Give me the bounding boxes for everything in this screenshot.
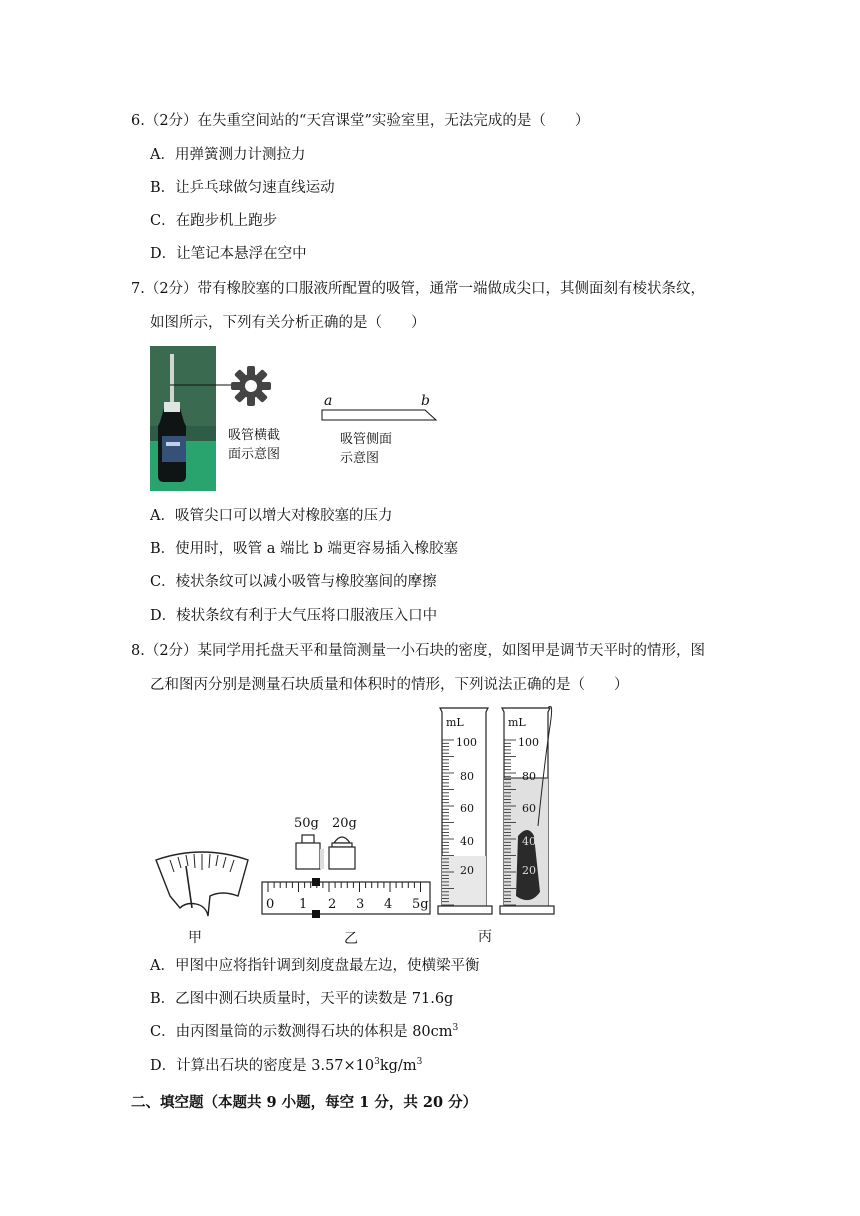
rider-tick-2: 2 (328, 897, 337, 912)
q8-label-jia: 甲 (188, 930, 202, 946)
section2-heading: 二、填空题（本题共 9 小题，每空 1 分，共 20 分） (131, 1094, 478, 1111)
q8-cylinder-unit-right: mL (508, 716, 526, 729)
cyl-tick-20: 20 (460, 864, 474, 877)
q7-cross-label-1: 吸管横截 (228, 428, 281, 443)
q7-side-label-1: 吸管侧面 (340, 432, 393, 447)
cyl-tick-r-20: 20 (522, 864, 536, 877)
q7-stem-line1: 7.（2分）带有橡胶塞的口服液所配置的吸管，通常一端做成尖口，其侧面刻有棱状条纹， (131, 281, 706, 297)
q7-option-c: C．棱状条纹可以减小吸管与橡胶塞间的摩擦 (150, 574, 437, 590)
cyl-tick-r-40: 40 (522, 835, 536, 848)
q8-label-bing: 丙 (478, 929, 492, 945)
q8-label-yi: 乙 (344, 931, 358, 947)
q8-option-b: B．乙图中测石块质量时，天平的读数是 71.6g (150, 991, 454, 1007)
q7-bottle-photo (150, 346, 216, 491)
cyl-tick-80: 80 (460, 770, 474, 783)
q7-option-d: D．棱状条纹有利于大气压将口服液压入口中 (150, 608, 438, 624)
q8-weights-icon (292, 833, 362, 875)
cyl-tick-r-60: 60 (522, 802, 536, 815)
q6-stem: 6.（2分）在失重空间站的“天宫课堂”实验室里，无法完成的是（ ） (131, 113, 590, 129)
q8-cylinder-ticks-left (456, 736, 486, 886)
q8-stem-line2: 乙和图丙分别是测量石块质量和体积时的情形，下列说法正确的是（ ） (150, 677, 629, 693)
q6-option-c: C．在跑步机上跑步 (150, 213, 278, 229)
q7-end-a: a (324, 393, 333, 409)
q6-option-a: A．用弹簧测力计测拉力 (150, 147, 306, 163)
cyl-tick-100: 100 (456, 736, 477, 749)
rider-tick-3: 3 (356, 897, 365, 912)
q8-option-a: A．甲图中应将指针调到刻度盘最左边，使横梁平衡 (150, 958, 480, 974)
q7-stem-line2: 如图所示，下列有关分析正确的是（ ） (150, 315, 426, 331)
q7-side-label-2: 示意图 (340, 451, 380, 466)
rider-tick-0: 0 (266, 897, 275, 912)
q8-weight-50g-label: 50g (294, 816, 319, 831)
q6-option-b: B．让乒乓球做匀速直线运动 (150, 180, 335, 196)
q7-option-a: A．吸管尖口可以增大对橡胶塞的压力 (150, 508, 393, 524)
q7-cross-section-gear-icon (228, 363, 274, 409)
rider-tick-1: 1 (299, 897, 308, 912)
q7-cross-label-2: 面示意图 (228, 447, 281, 462)
rider-tick-4: 4 (384, 897, 393, 912)
cyl-tick-60: 60 (460, 802, 474, 815)
cyl-tick-r-100: 100 (518, 736, 539, 749)
rider-tick-5g: 5g (412, 897, 429, 912)
q8-stem-line1: 8.（2分）某同学用托盘天平和量筒测量一小石块的密度，如图甲是调节天平时的情形，图 (131, 643, 706, 659)
q8-cylinder-unit-left: mL (446, 716, 464, 729)
q6-option-d: D．让笔记本悬浮在空中 (150, 246, 307, 262)
q8-option-d: D．计算出石块的密度是 $3.57\times 10^3kg/m^3$ (150, 1057, 423, 1074)
q7-end-b: b (421, 393, 430, 409)
cyl-tick-r-80: 80 (522, 770, 536, 783)
cyl-tick-40: 40 (460, 835, 474, 848)
q8-rider-tick-labels (262, 897, 434, 915)
q8-option-c: C．由丙图量筒的示数测得石块的体积是 $80cm^3$ (150, 1023, 459, 1040)
q7-option-b: B．使用时，吸管 a 端比 b 端更容易插入橡胶塞 (150, 541, 459, 557)
q8-cylinder-ticks-right (518, 736, 548, 886)
q8-weight-20g-label: 20g (332, 816, 357, 831)
q8-balance-dial (152, 846, 252, 918)
q7-straw-side-view (320, 408, 440, 422)
